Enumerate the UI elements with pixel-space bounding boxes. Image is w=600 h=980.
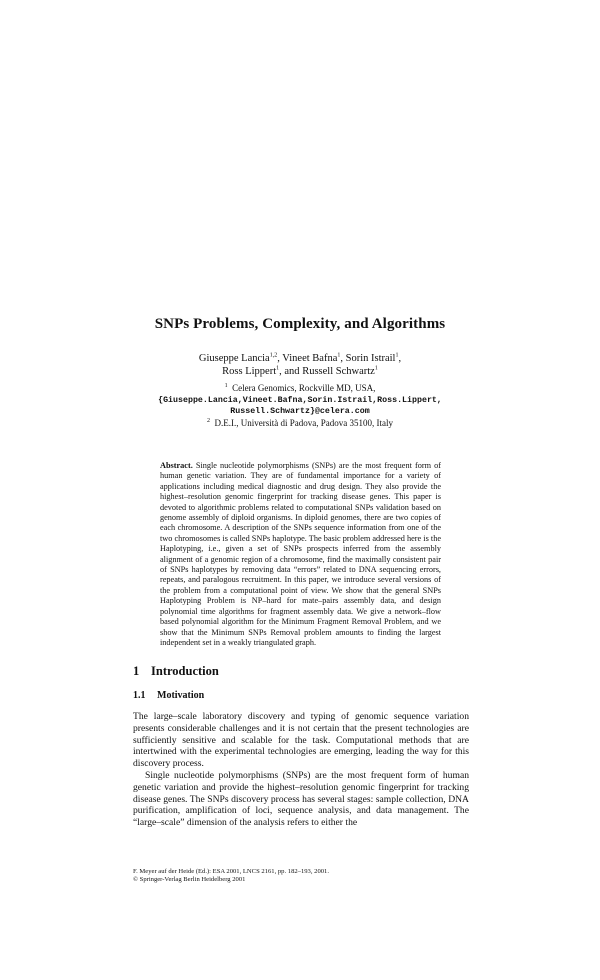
affiliation-emails: {Giuseppe.Lancia,Vineet.Bafna,Sorin.Istrail,Ross.Lippert, [158, 395, 442, 405]
abstract [160, 461, 441, 648]
author-affil-sup: 1 [374, 365, 378, 372]
footer-citation [133, 868, 473, 885]
author-name: Vineet Bafna [282, 353, 338, 364]
subsection-title: Motivation [157, 690, 205, 701]
footer-copyright: © Springer-Verlag Berlin Heidelberg 2001 [133, 876, 246, 884]
body-text [133, 711, 469, 829]
subsection-heading [133, 690, 204, 701]
author-conjunction: and [284, 366, 300, 377]
affiliations [120, 383, 480, 429]
affiliation-2 [120, 418, 480, 430]
section-title: Introduction [151, 664, 219, 678]
subsection-number: 1.1 [133, 690, 146, 701]
author-affil-sup: 1 [276, 365, 280, 372]
paragraph: Single nucleotide polymorphisms (SNPs) are the most frequent form of human genetic variation and provide the highest–resolution genomic fingerprint for tracking disease genes. The SNPs discovery process has several stages: sample collection, DNA purification, amplification of loci, sequence analysis, and data management. The “large–scale” dimension of the analysis refers to either the [133, 769, 469, 829]
footer-line: F. Meyer auf der Heide (Ed.): ESA 2001, LNCS 2161, pp. 182–193, 2001. [133, 868, 329, 875]
author-affil-sup: 1,2 [269, 352, 278, 359]
affiliation-number: 1 [224, 383, 228, 389]
author-affil-sup: 1 [395, 352, 399, 359]
author-affil-sup: 1 [337, 352, 341, 359]
author-line-1: Giuseppe Lancia$^{1,2}$, Vineet Bafna$^1$, Sorin Istrail$^1$, [198, 352, 402, 364]
paragraph: The large–scale laboratory discovery and typing of genomic sequence variation presents considerable challenges and it is not certain that the present technologies are sufficiently sensitive and scalable for the task. Computational methods that are intertwined with the experimental technologies are emerging, leading the way for this discovery process. [133, 711, 469, 770]
author-list [150, 352, 450, 378]
author-name: Giuseppe Lancia [198, 353, 270, 364]
affiliation-org: D.E.I., Università di Padova, Padova 35100, Italy [214, 417, 393, 428]
affiliation-1 [120, 383, 480, 395]
affiliation-emails: Russell.Schwartz}@celera.com [230, 407, 370, 416]
section-heading [133, 664, 219, 679]
abstract-text: Single nucleotide polymorphisms (SNPs) are the most frequent form of human genetic variation. They are of fundamental importance for a variety of applications including medical diagnostic and drug design. They also provide the highest–resolution genomic fingerprint for tracking disease genes. This paper is devoted to algorithmic problems related to computational SNPs validation based on genome assembly of diploid organisms. In diploid genomes, there are two copies of each chromosome. A description of the SNPs sequence information from one of the two chromosomes is called SNPs haplotype. The basic problem addressed here is the Haplotyping, i.e., given a set of SNPs prospects inferred from the assembly alignment of a genomic region of a chromosome, find the maximally consistent pair of SNPs haplotypes by removing data “errors” related to DNA sequencing errors, repeats, and paralogous recruitment. In this paper, we introduce several versions of the problem from a computational point of view. We show that the general SNPs Haplotyping Problem is NP–hard for mate–pairs assembly data, and design polynomial time algorithms for fragment assembly data. We give a network–flow based polynomial algorithm for the Minimum Fragment Removal Problem, and we show that the Minimum SNPs Removal problem amounts to finding the largest independent set in a weakly triangulated graph. [160, 461, 442, 647]
affiliation-number: 2 [207, 417, 211, 424]
author-line-2: Ross Lippert$^1$, and Russell Schwartz$^1$ [222, 365, 378, 377]
author-name: Sorin Istrail [345, 353, 396, 364]
author-name: Ross Lippert [222, 366, 277, 377]
paper-title: SNPs Problems, Complexity, and Algorithms [154, 316, 446, 332]
author-name: Russell Schwartz [302, 366, 375, 377]
abstract-label: Abstract. [160, 461, 193, 470]
section-number: 1 [133, 664, 140, 678]
affiliation-org: Celera Genomics, Rockville MD, USA, [232, 383, 376, 393]
